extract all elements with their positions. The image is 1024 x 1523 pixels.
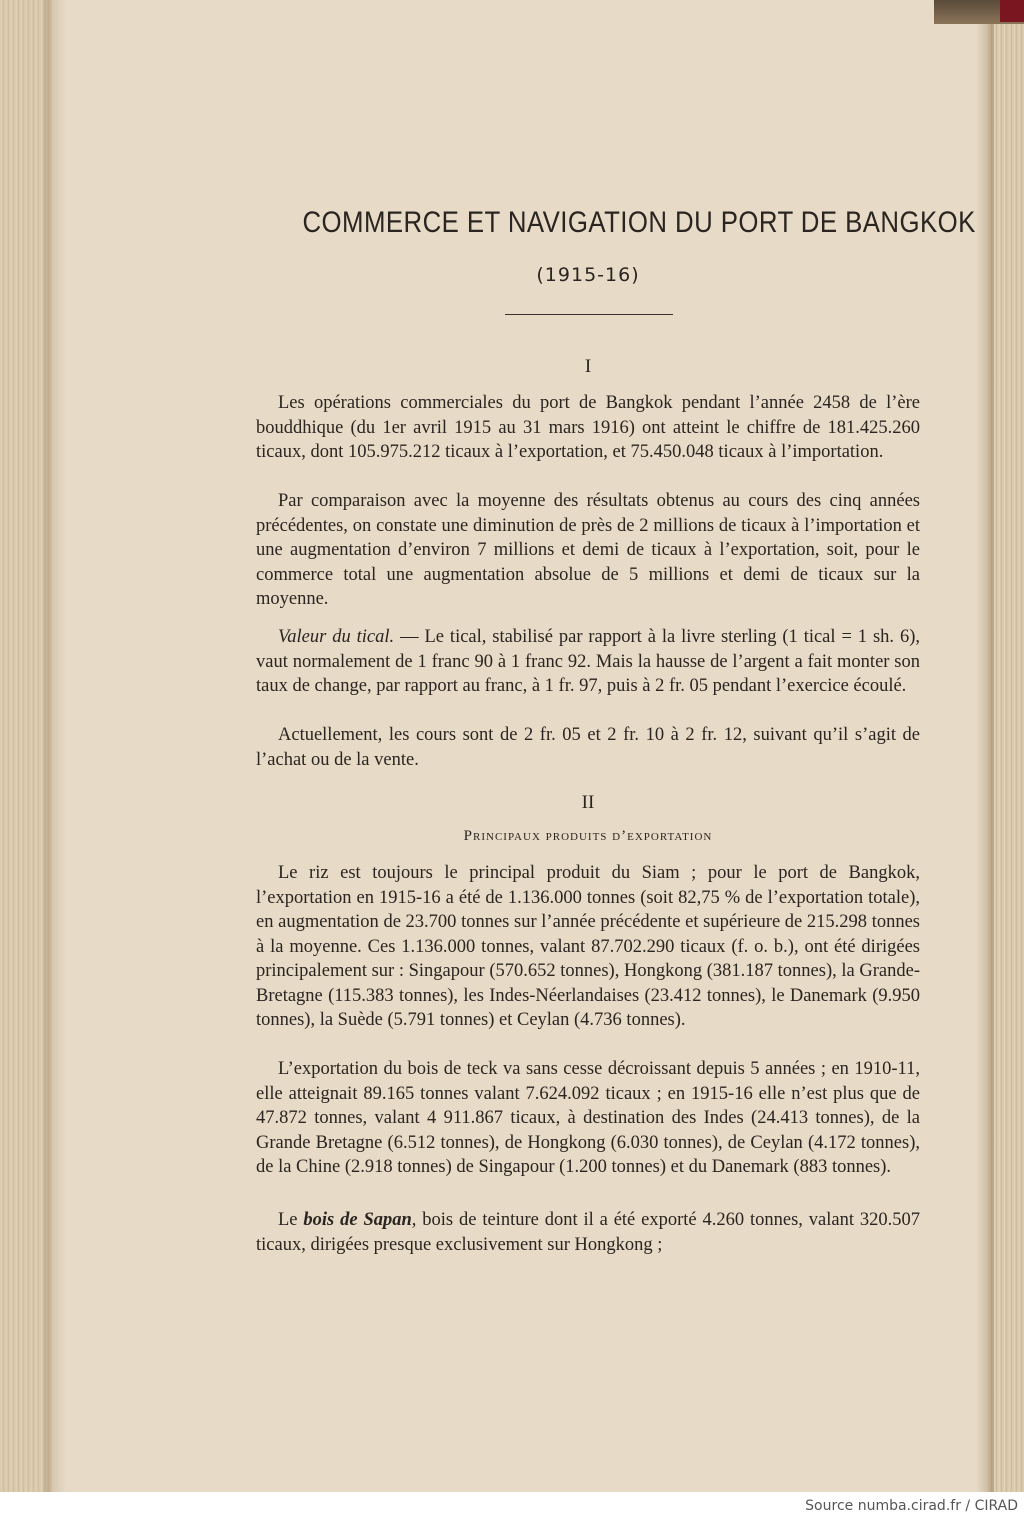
paragraph-3-lead: Valeur du tical. bbox=[278, 627, 395, 647]
binding-ribbon bbox=[1000, 0, 1024, 22]
gutter-shadow bbox=[44, 0, 66, 1492]
page-title: COMMERCE ET NAVIGATION DU PORT DE BANGKOK bbox=[302, 206, 976, 239]
paragraph-3-text: — Le tical, stabilisé par rapport à la livre sterling (1 tical = 1 sh. 6), vaut normalement de 1 franc 90 à 1 franc 92. Mais la hausse de l’argent a fait monter son taux de change, par rapport au franc, à 1 fr. 97, puis à 2 fr. 05 pendant l’exercice écoulé. bbox=[256, 627, 921, 696]
right-edge-shadow bbox=[976, 0, 994, 1492]
section-numeral-1: I bbox=[584, 356, 592, 377]
paragraph-7-emphasis: bois de Sapan bbox=[303, 1210, 412, 1230]
paragraph-4: Actuellement, les cours sont de 2 fr. 05 et 2 fr. 10 à 2 fr. 12, suivant qu’il s’agit de l’achat ou de la vente. bbox=[256, 725, 920, 770]
title-divider bbox=[505, 314, 673, 315]
paragraph-6: L’exportation du bois de teck va sans cesse décroissant depuis 5 années ; en 1910-11, elle atteignait 89.165 tonnes valant 7.624.092 ticaux ; en 1915-16 elle n’est plus que de 47.872 tonnes, valant 4 911.867 ticaux, à destination des Indes (24.413 tonnes), de la Grande Bretagne (6.512 tonnes), de Hongkong (6.030 tonnes), de Ceylan (4.172 tonnes), de la Chine (2.918 tonnes) de Singapour (1.200 tonnes) et du Danemark (883 tonnes). bbox=[256, 1059, 920, 1177]
paragraph-3 bbox=[256, 625, 920, 699]
source-credit: Source numba.cirad.fr / CIRAD bbox=[805, 1498, 1018, 1514]
page-subtitle: (1915-16) bbox=[536, 264, 640, 286]
paragraph-7-start: Le bbox=[278, 1210, 304, 1230]
section-numeral-2: II bbox=[581, 792, 595, 813]
paragraph-1: Les opérations commerciales du port de Bangkok pendant l’année 2458 de l’ère bouddhique (du 1er avril 1915 au 31 mars 1916) ont atteint le chiffre de 181.425.260 ticaux, dont 105.975.212 ticaux à l’exportation, et 75.450.048 ticaux à l’importation. bbox=[256, 393, 920, 462]
paragraph-2: Par comparaison avec la moyenne des résultats obtenus au cours des cinq années précédentes, on constate une diminution de près de 2 millions de ticaux à l’importation et une augmentation d’environ 7 millions et demi de ticaux à l’exportation, soit, pour le commerce total une augmentation absolue de 5 millions et demi de ticaux sur la moyenne. bbox=[256, 491, 920, 609]
paragraph-7-end: , bois de teinture dont il a été exporté 4.260 tonnes, valant 320.507 ticaux, dirigées presque exclusivement sur Hongkong ; bbox=[256, 1210, 920, 1255]
section-heading: Principaux produits d’exportation bbox=[463, 828, 713, 844]
paragraph-5: Le riz est toujours le principal produit du Siam ; pour le port de Bangkok, l’exportation en 1915-16 a été de 1.136.000 tonnes (soit 82,75 % de l’exportation totale), en augmentation de 23.700 tonnes sur l’année précédente et supérieure de 215.298 tonnes à la moyenne. Ces 1.136.000 tonnes, valant 87.702.290 ticaux (f. o. b.), ont été dirigées principalement sur : Singapour (570.652 tonnes), Hongkong (381.187 tonnes), la Grande-Bretagne (115.383 tonnes), les Indes-Néerlandaises (23.412 tonnes), le Danemark (9.950 tonnes), la Suède (5.791 tonnes) et Ceylan (4.736 tonnes). bbox=[256, 863, 920, 1030]
paragraph-7 bbox=[256, 1208, 920, 1257]
